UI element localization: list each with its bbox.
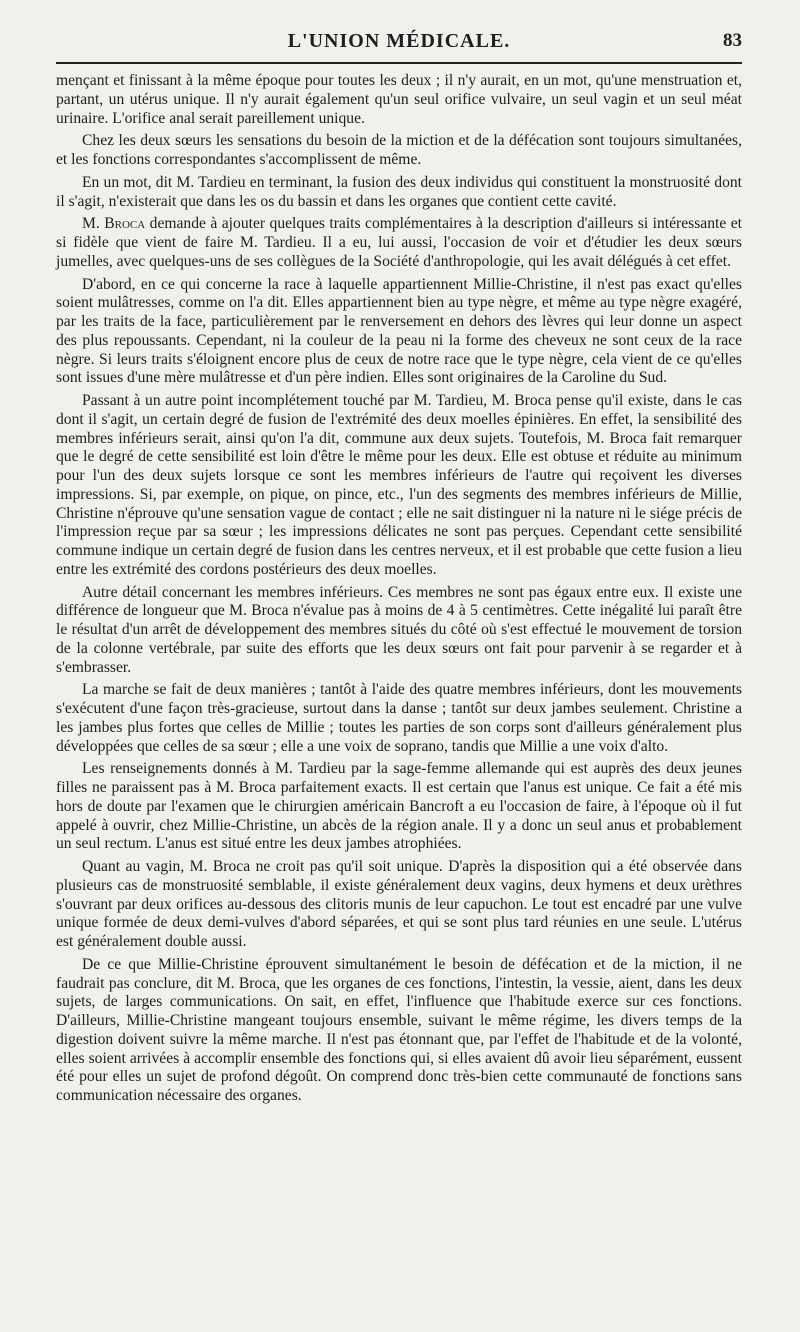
running-title: L'UNION MÉDICALE. [287, 30, 511, 52]
page-header [56, 26, 742, 56]
header-rule [56, 62, 742, 64]
paragraph: Les renseignements donnés à M. Tardieu par la sage-femme allemande qui est auprès des deux jeunes filles ne paraissent pas à M. Broca parfaitement exacts. Il est certain que l'anus est unique. Ce fait a été mis hors de doute par l'examen que le chirurgien américain Bancroft a eu l'occasion de faire, à l'époque où il fut appelé à ouvrir, chez Millie-Christine, un abcès de la région anale. Il y a donc un seul anus et probablement un seul rectum. L'anus est situé entre les deux jambes atrophiées. [56, 760, 742, 853]
paragraph: mençant et finissant à la même époque pour toutes les deux ; il n'y aurait, en un mot, qu'une menstruation et, partant, un utérus unique. Il n'y aurait également qu'un seul orifice vulvaire, un seul vagin et un seul méat urinaire. L'orifice anal serait pareillement unique. [56, 72, 742, 127]
paragraph-text: demande à ajouter quelques traits complémentaires à la description d'ailleurs si intéressante et si fidèle que vient de faire M. Tardieu. Il a eu, lui aussi, l'occasion de voir et d'étudier les deux sœurs jumelles, avec quelques-uns de ses collègues de la Société d'anthropologie, qui les avait délégués à cet effet. [56, 215, 742, 270]
page-number: 83 [723, 30, 742, 51]
paragraph: Autre détail concernant les membres inférieurs. Ces membres ne sont pas égaux entre eux. Il existe une différence de longueur que M. Broca n'évalue pas à moins de 4 à 5 centimètres. Cette inégalité lui paraît être le résultat d'un arrêt de développement des membres situés du côté où s'est effectué le mouvement de torsion de la colonne vertébrale, par suite des efforts que les deux sœurs ont fait pour parvenir à se regarder et à s'embrasser. [56, 583, 742, 676]
paragraph [56, 215, 742, 271]
paragraph: D'abord, en ce qui concerne la race à laquelle appartiennent Millie-Christine, il n'est pas exact qu'elles soient mulâtresses, comme on l'a dit. Elles appartiennent bien au type nègre, et même au type nègre exagéré, par les traits de la face, particulièrement par le renversement en dehors des lèvres qui leur donne un aspect des plus repoussants. Cependant, ni la couleur de la peau ni la forme des cheveux ne sont ceux de la race nègre. Si leurs traits s'éloignent encore plus de ceux de notre race que le type nègre, cela vient de ce qu'elles sont issues d'une mère mulâtresse et d'un père indien. Elles sont originaires de la Caroline du Sud. [56, 275, 742, 387]
article-body [56, 72, 742, 1106]
speaker-name: M. Broca [82, 215, 146, 233]
paragraph: De ce que Millie-Christine éprouvent simultanément le besoin de défécation et de la miction, il ne faudrait pas conclure, dit M. Broca, que les organes de ces fonctions, l'intestin, la vessie, aient, dans les deux sujets, de larges communications. On sait, en effet, l'influence que l'habitude exerce sur ces fonctions. D'ailleurs, Millie-Christine mangeant toujours ensemble, suivant le même régime, les divers temps de la digestion doivent suivre la même marche. Il n'est pas étonnant que, par l'effet de l'habitude et de la volonté, elles soient arrivées à accomplir ensemble des fonctions qui, si elles avaient dû avoir lieu séparément, eussent été pour elles un sujet de profond dégoût. On comprend donc très-bien cette communauté de fonctions sans communication nécessaire des organes. [56, 955, 742, 1104]
paragraph: En un mot, dit M. Tardieu en terminant, la fusion des deux individus qui constituent la monstruosité dont il s'agit, n'existerait que dans les os du bassin et dans les organes que contient cette cavité. [56, 173, 742, 210]
paragraph: Quant au vagin, M. Broca ne croit pas qu'il soit unique. D'après la disposition qui a été observée dans plusieurs cas de monstruosité semblable, il existe généralement deux vagins, deux hymens et deux urèthres s'ouvrant par deux orifices au-dessous des clitoris munis de leur capuchon. Le tout est encadré par une vulve unique formée de deux demi-vulves d'abord séparées, et qui se sont plus tard réunies en une seule. L'utérus est généralement double aussi. [56, 858, 742, 950]
paragraph: Passant à un autre point incomplétement touché par M. Tardieu, M. Broca pense qu'il existe, dans le cas dont il s'agit, un certain degré de fusion de l'extrémité des deux moelles épinières. En effet, la sensibilité des membres inférieurs serait, ainsi qu'on l'a dit, commune aux deux sujets. Toutefois, M. Broca fait remarquer que le degré de cette sensibilité est loin d'être le même pour les deux. Elle est obtuse et réduite au minimum pour l'un des deux sujets lorsque ce sont les membres inférieurs de l'autre qui reçoivent les diverses impressions. Si, par exemple, on pique, on pince, etc., l'un des segments des membres inférieurs de Millie, Christine n'éprouve qu'une sensation vague de contact ; elle ne sait distinguer ni la nature ni le siége précis de l'impression reçue par sa sœur ; les impressions délicates ne sont pas perçues. Cependant cette sensibilité commune indique un certain degré de fusion dans les centres nerveux, et il est probable que cette fusion a lieu entre les extrémité des cordons postérieurs des deux moelles. [56, 392, 742, 578]
paragraph: La marche se fait de deux manières ; tantôt à l'aide des quatre membres inférieurs, dont les mouvements s'exécutent d'une façon très-gracieuse, surtout dans la danse ; tantôt sur deux jambes seulement. Christine a les jambes plus fortes que celles de Millie ; toutes les parties de son corps sont d'ailleurs généralement plus développées que celles de sa sœur ; elle a une voix de soprano, tandis que Millie a une voix d'alto. [56, 681, 742, 755]
paragraph: Chez les deux sœurs les sensations du besoin de la miction et de la défécation sont toujours simultanées, et les fonctions correspondantes s'accomplissent de même. [56, 132, 742, 168]
